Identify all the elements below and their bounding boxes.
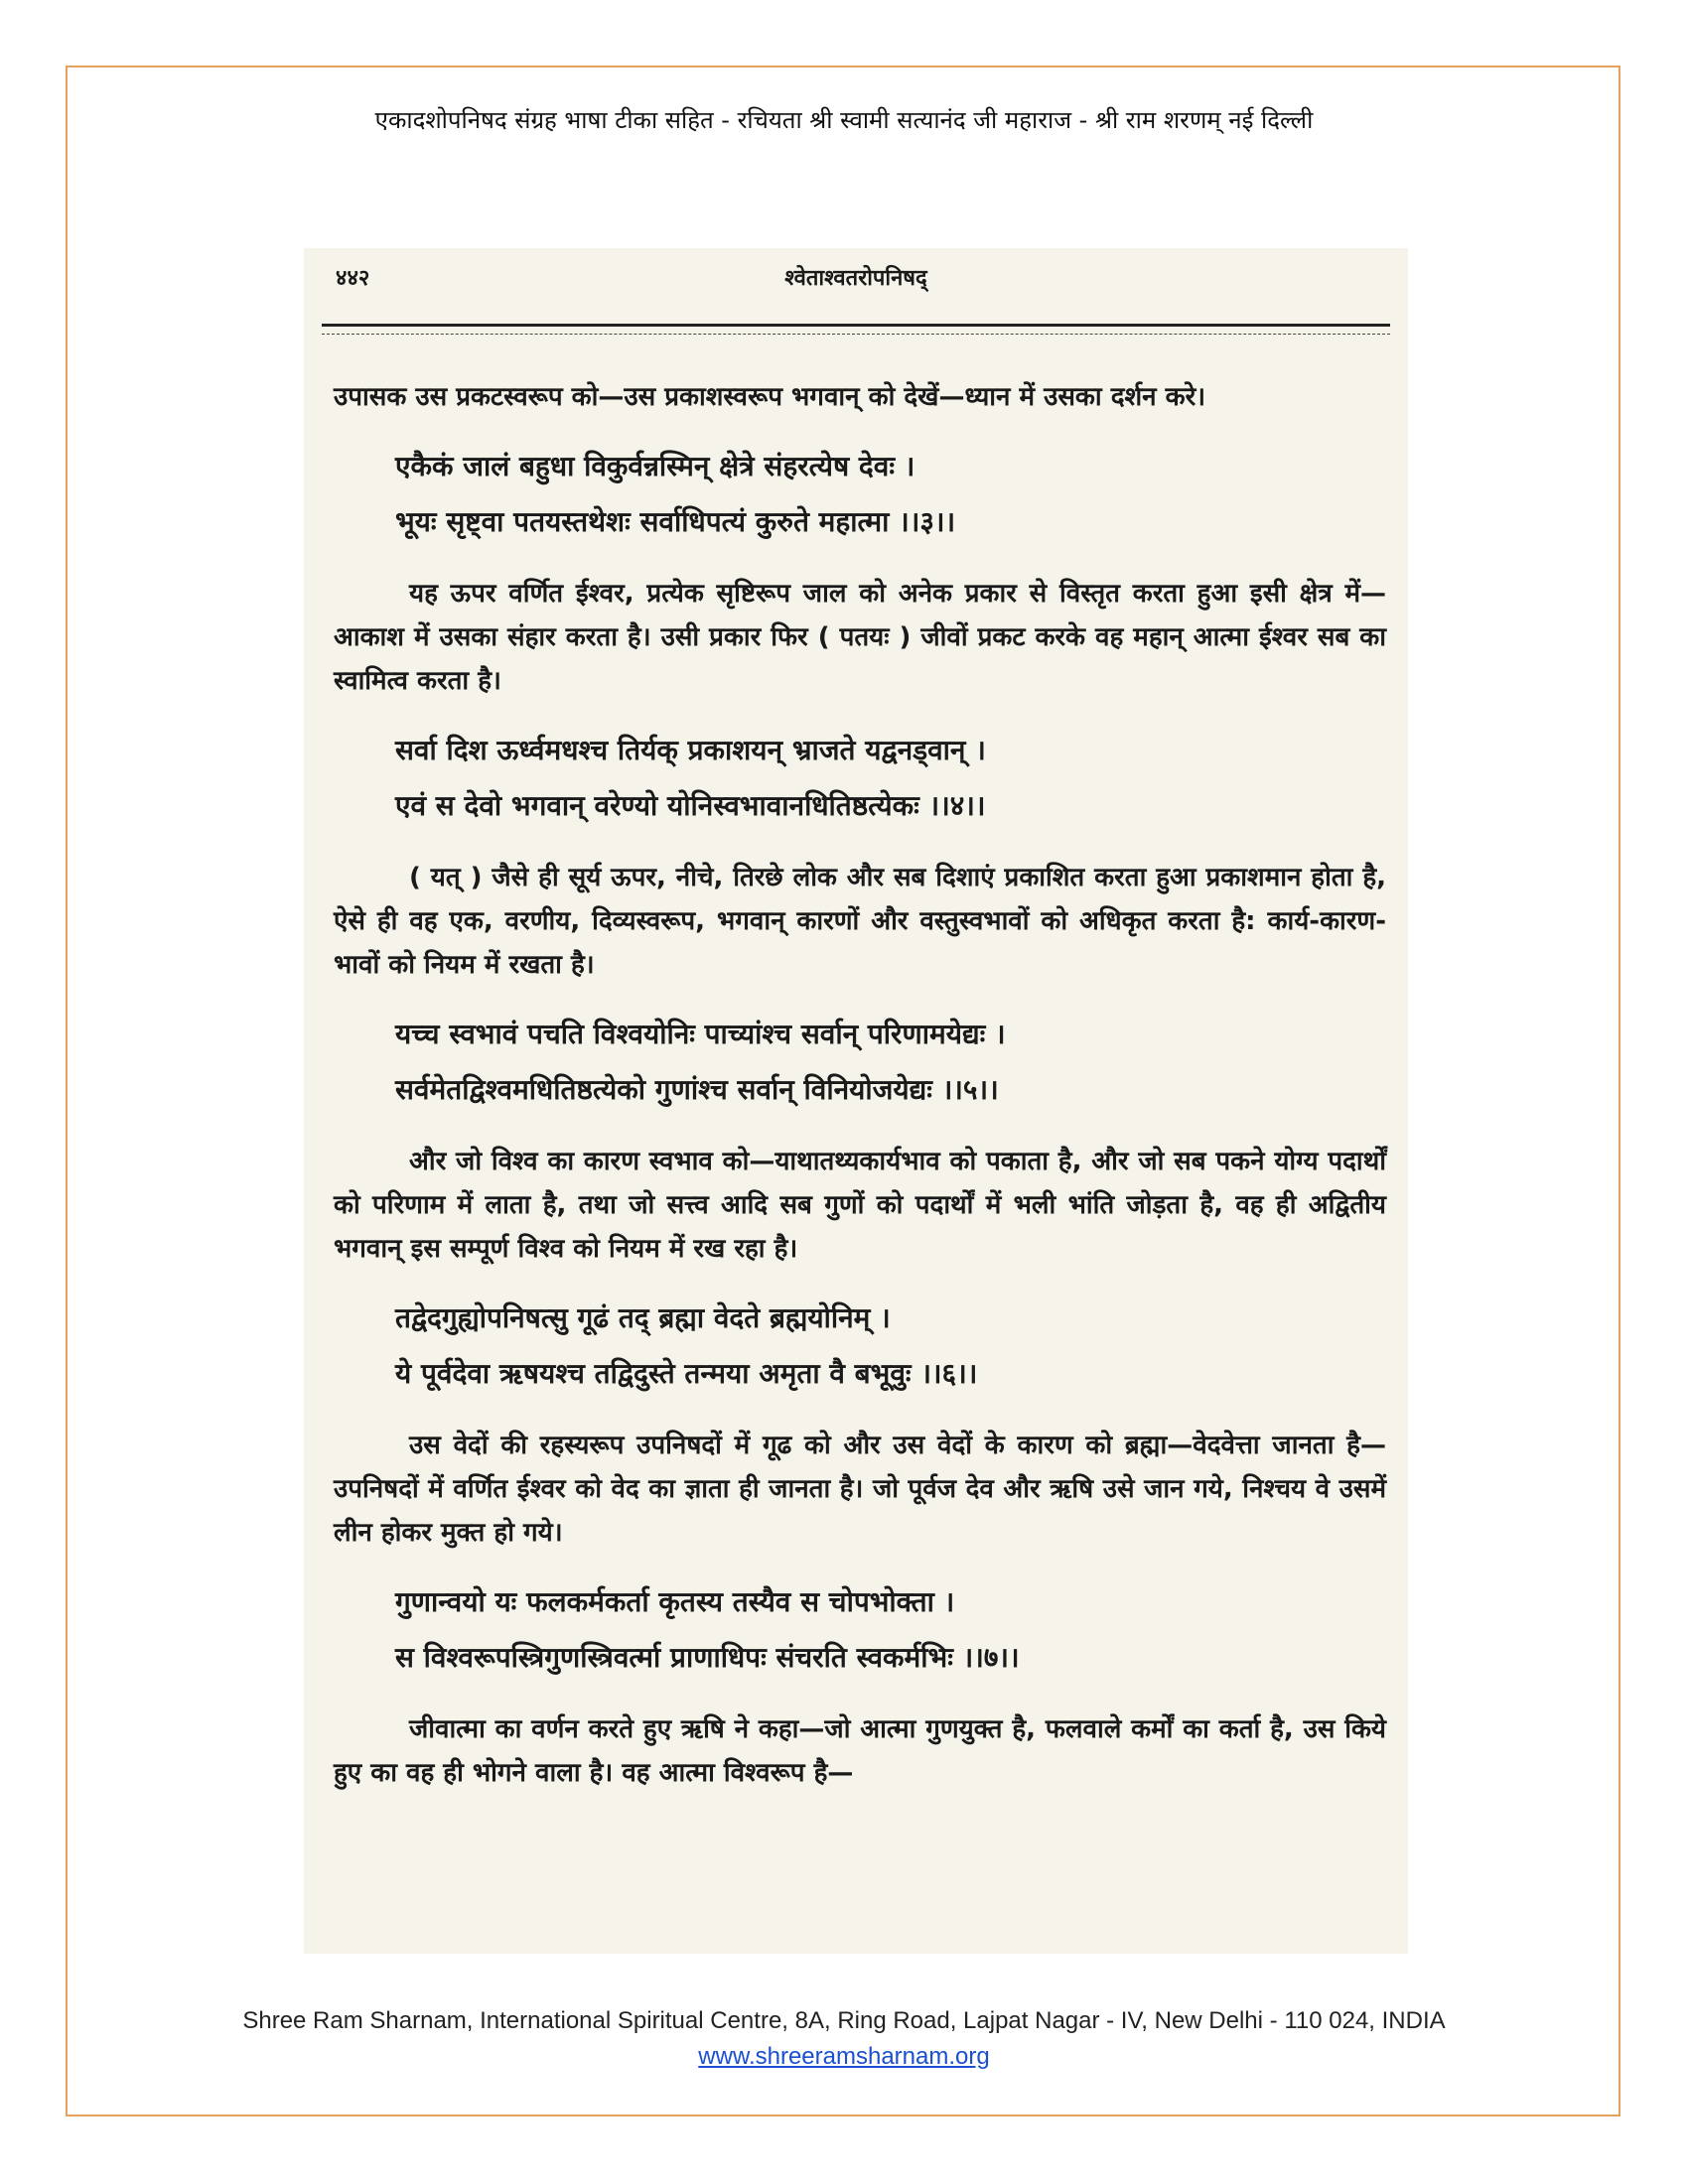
verse-line: ये पूर्वदेवा ऋषयश्च तद्विदुस्ते तन्मया अमृता वै बभूवुः ।।६।। <box>395 1357 978 1390</box>
verse-line: यच्च स्वभावं पचति विश्वयोनिः पाच्यांश्च सर्वान् परिणामयेद्यः । <box>395 1018 1006 1050</box>
header-rule-dashed <box>322 334 1390 335</box>
footer-address: Shree Ram Sharnam, International Spiritual Centre, 8A, Ring Road, Lajpat Nagar - IV, New Delhi - 110 024, INDIA <box>242 2007 1446 2034</box>
verse-line: तद्वेदगुह्योपनिषत्सु गूढं तद् ब्रह्मा वेदते ब्रह्मयोनिम् । <box>395 1301 891 1334</box>
verse-line: सर्वा दिश ऊर्ध्वमधश्च तिर्यक् प्रकाशयन् भ्राजते यद्वनड्वान् । <box>395 734 986 766</box>
paragraph: और जो विश्व का कारण स्वभाव को—याथातथ्यकार्यभाव को पकाता है, और जो सब पकने योग्य पदार्थों को परिणाम में लाता है, तथा जो सत्त्व आदि सब गुणों को पदार्थों में भली भांति जोड़ता है, वह ही अद्वितीय भगवान् इस सम्पूर्ण विश्व को नियम में रख रहा है। <box>334 1147 1386 1264</box>
running-title: श्वेताश्वतरोपनिषद् <box>784 266 927 291</box>
verse-line: एकैकं जालं बहुधा विकुर्वन्नस्मिन् क्षेत्रे संहरत्येष देवः । <box>395 450 915 482</box>
verse-line: भूयः सृष्ट्वा पतयस्तथेशः सर्वाधिपत्यं कुरुते महात्मा ।।३।। <box>395 505 956 538</box>
paragraph: यह ऊपर वर्णित ईश्वर, प्रत्येक सृष्टिरूप जाल को अनेक प्रकार से विस्तृत करता हुआ इसी क्षेत्र में—आकाश में उसका संहार करता है। उसी प्रकार फिर ( पतयः ) जीवों प्रकट करके वह महान् आत्मा ईश्वर सब का स्वामित्व करता है। <box>334 579 1386 696</box>
verse-line: गुणान्वयो यः फलकर्मकर्ता कृतस्य तस्यैव स चोपभोक्ता । <box>395 1585 955 1618</box>
verse-line: एवं स देवो भगवान् वरेण्यो योनिस्वभावानधितिष्ठत्येकः ।।४।। <box>395 789 986 822</box>
paragraph: ( यत् ) जैसे ही सूर्य ऊपर, नीचे, तिरछे लोक और सब दिशाएं प्रकाशित करता हुआ प्रकाशमान होता है, ऐसे ही वह एक, वरणीय, दिव्यस्वरूप, भगवान् कारणों और वस्तुस्वभावों को अधिकृत करता है: कार्य-कारण-भावों को नियम में रखता है। <box>334 863 1386 980</box>
verse-line: सर्वमेतद्विश्वमधितिष्ठत्येको गुणांश्च सर्वान् विनियोजयेद्यः ।।५।। <box>395 1073 999 1106</box>
scanned-page <box>304 248 1408 1954</box>
verse-6 <box>395 1291 1386 1402</box>
page-number: ४४२ <box>336 266 370 291</box>
header-rule <box>322 324 1390 327</box>
verse-7 <box>395 1574 1386 1686</box>
document-header: एकादशोपनिषद संग्रह भाषा टीका सहित - रचियता श्री स्वामी सत्यानंद जी महाराज - श्री राम शरणम् नई दिल्ली <box>374 106 1314 134</box>
website-link[interactable]: www.shreeramsharnam.org <box>698 2043 990 2070</box>
verse-3 <box>395 439 1386 550</box>
page-content <box>334 375 1386 1815</box>
paragraph: उस वेदों की रहस्यरूप उपनिषदों में गूढ को और उस वेदों के कारण को ब्रह्मा—वेदवेत्ता जानता है—उपनिषदों में वर्णित ईश्वर को वेद का ज्ञाता ही जानता है। जो पूर्वज देव और ऋषि उसे जान गये, निश्चय वे उसमें लीन होकर मुक्त हो गये। <box>334 1431 1386 1548</box>
verse-5 <box>395 1007 1386 1118</box>
verse-line: स विश्वरूपस्त्रिगुणस्त्रिवर्त्मा प्राणाधिपः संचरति स्वकर्मभिः ।।७।। <box>395 1641 1020 1674</box>
paragraph: जीवात्मा का वर्णन करते हुए ऋषि ने कहा—जो आत्मा गुणयुक्त है, फलवाले कर्मों का कर्ता है, उस किये हुए का वह ही भोगने वाला है। वह आत्मा विश्वरूप है— <box>334 1714 1386 1788</box>
paragraph: उपासक उस प्रकटस्वरूप को—उस प्रकाशस्वरूप भगवान् को देखें—ध्यान में उसका दर्शन करे। <box>334 382 1206 412</box>
verse-4 <box>395 723 1386 834</box>
